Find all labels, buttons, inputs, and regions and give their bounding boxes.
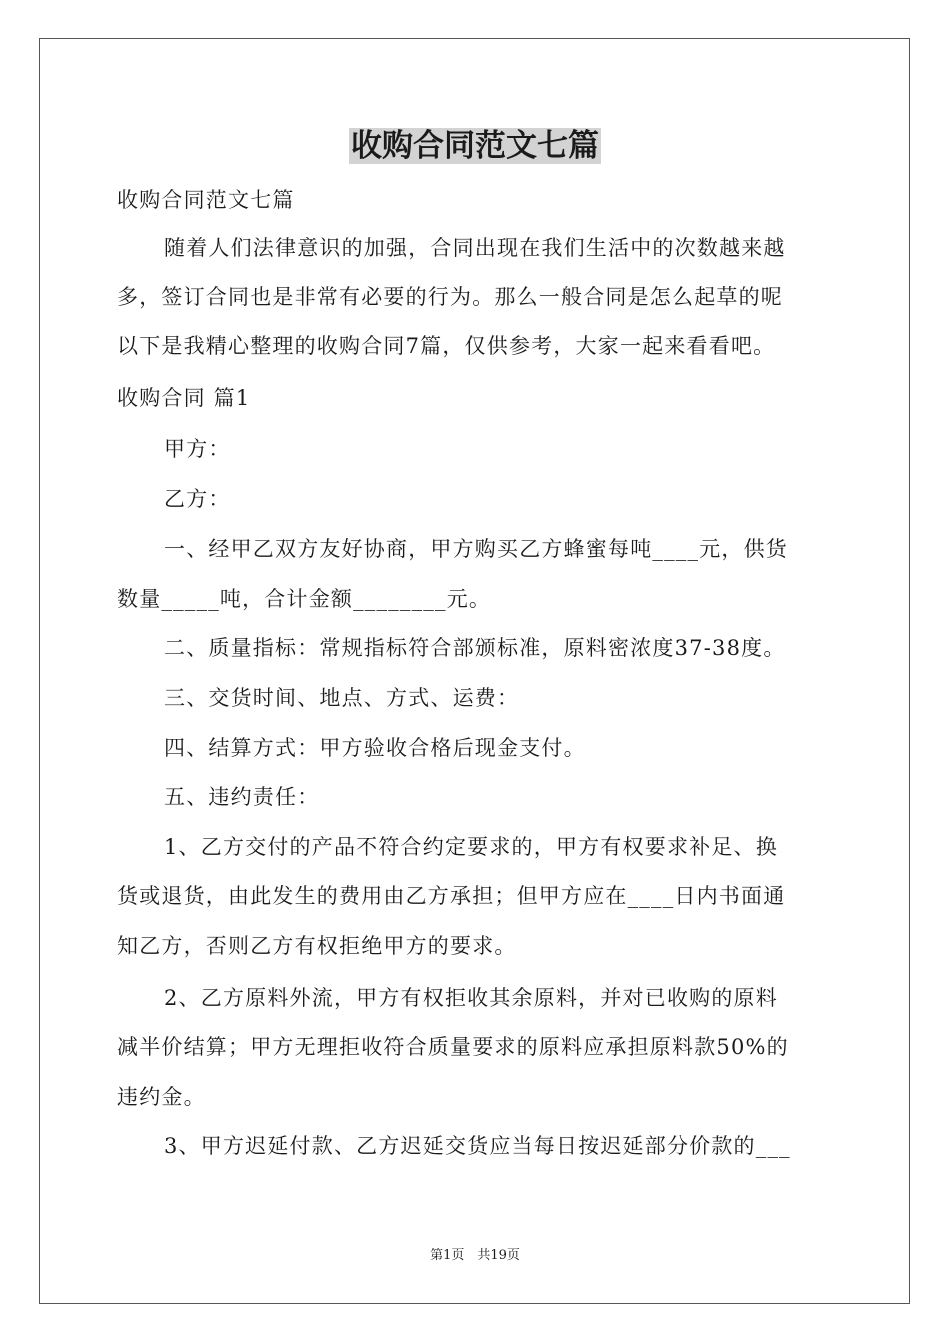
document-title bbox=[0, 124, 950, 168]
paragraph-line: 多，签订合同也是非常有必要的行为。那么一般合同是怎么起草的呢 bbox=[117, 285, 783, 309]
clause-line: 数量_____吨，合计金额________元。 bbox=[117, 587, 492, 611]
clause-line: 2、乙方原料外流，甲方有权拒收其余原料，并对已收购的原料 bbox=[164, 986, 778, 1010]
party-a-line: 甲方： bbox=[164, 437, 231, 461]
document-title-text: 收购合同范文七篇 bbox=[351, 128, 599, 164]
paragraph-line: 随着人们法律意识的加强，合同出现在我们生活中的次数越来越 bbox=[164, 236, 786, 260]
clause-line: 1、乙方交付的产品不符合约定要求的，甲方有权要求补足、换 bbox=[164, 835, 778, 859]
page-border bbox=[39, 38, 910, 1304]
paragraph-line: 以下是我精心整理的收购合同7篇，仅供参考，大家一起来看看吧。 bbox=[117, 334, 776, 358]
clause-line: 违约金。 bbox=[117, 1085, 206, 1109]
clause-line: 三、交货时间、地点、方式、运费： bbox=[164, 686, 520, 710]
party-b-line: 乙方： bbox=[164, 487, 231, 511]
clause-line: 四、结算方式：甲方验收合格后现金支付。 bbox=[164, 736, 586, 760]
clause-line: 二、质量指标：常规指标符合部颁标准，原料密浓度37-38度。 bbox=[164, 636, 786, 660]
page-footer: 第1页 共19页 bbox=[430, 1248, 520, 1263]
subtitle-line: 收购合同范文七篇 bbox=[117, 188, 295, 212]
clause-line: 一、经甲乙双方友好协商，甲方购买乙方蜂蜜每吨____元，供货 bbox=[164, 537, 788, 561]
clause-line: 货或退货，由此发生的费用由乙方承担；但甲方应在____日内书面通 bbox=[117, 884, 786, 908]
section-heading: 收购合同 篇1 bbox=[117, 386, 251, 410]
clause-line: 3、甲方迟延付款、乙方迟延交货应当每日按迟延部分价款的___ bbox=[164, 1134, 791, 1158]
clause-line: 减半价结算；甲方无理拒收符合质量要求的原料应承担原料款50%的 bbox=[117, 1035, 789, 1059]
clause-line: 知乙方，否则乙方有权拒绝甲方的要求。 bbox=[117, 934, 517, 958]
clause-line: 五、违约责任： bbox=[164, 785, 320, 809]
